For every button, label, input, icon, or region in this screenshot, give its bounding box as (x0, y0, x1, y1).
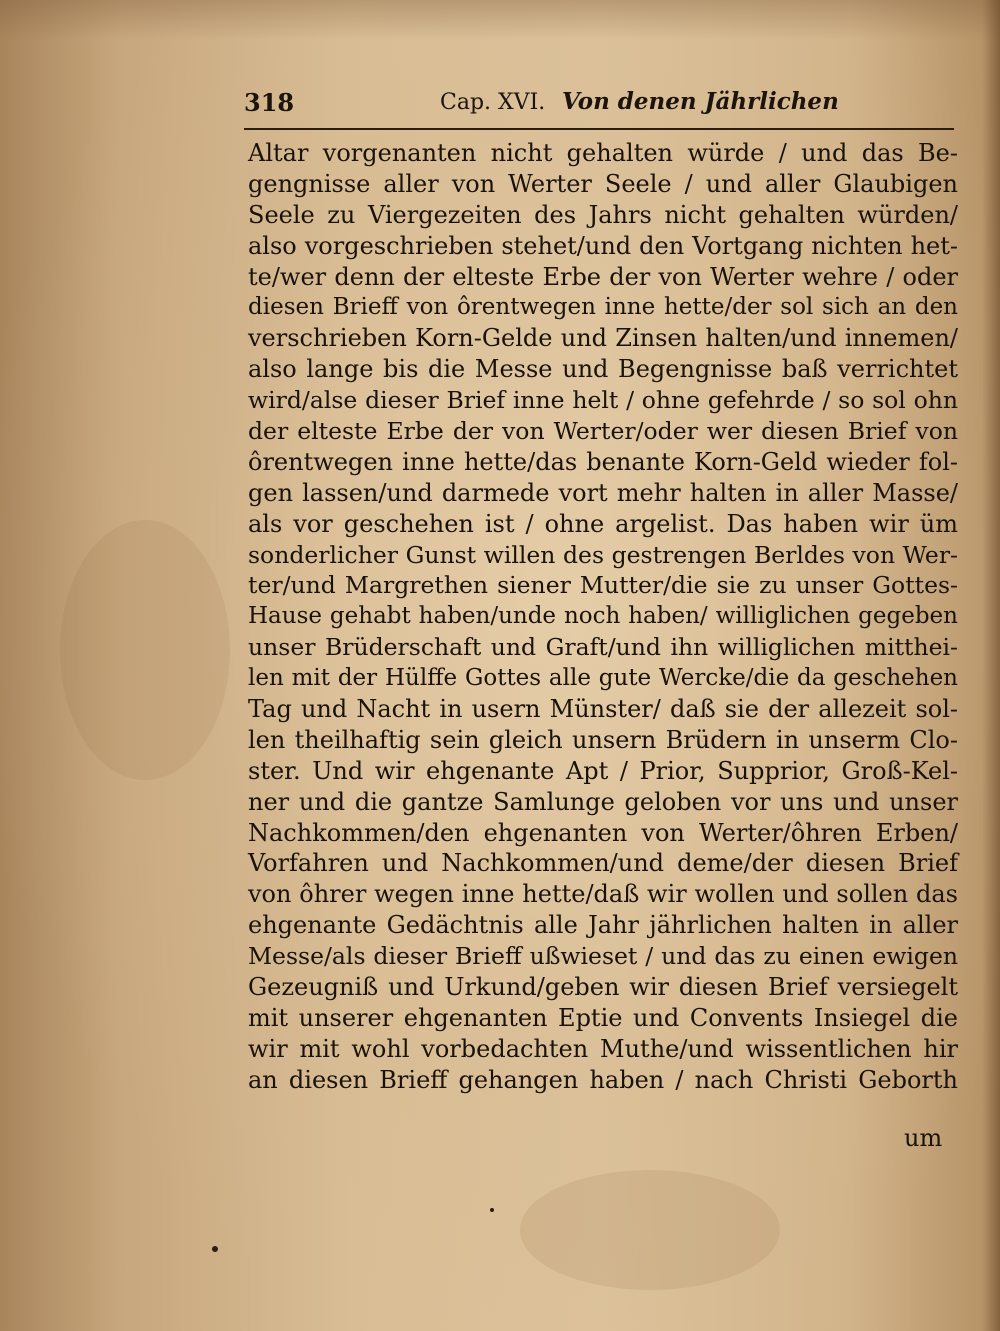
body-text (248, 138, 962, 1096)
header-rule (244, 128, 954, 130)
text-line: ôrentwegen inne hette/das benante Korn-Geld wieder fol- (248, 447, 958, 476)
running-title: Von denen Jährlichen (562, 88, 839, 115)
text-line: Seele zu Viergezeiten des Jahrs nicht gehalten würden/ (248, 200, 958, 229)
text-line: also lange bis die Messe und Begengnisse baß verrichtet (248, 355, 958, 384)
text-line: Nachkommen/den ehgenanten von Werter/ôhren Erben/ (248, 818, 958, 847)
text-line: gen lassen/und darmede vort mehr halten in aller Masse/ (248, 478, 958, 507)
text-line: Gezeugniß und Urkund/geben wir diesen Brief versiegelt (248, 973, 958, 1002)
text-line: sonderlicher Gunst willen des gestrengen Berldes von Wer- (248, 540, 958, 569)
ink-speck (490, 1208, 494, 1212)
text-line: unser Brüderschaft und Graft/und ihn williglichen mitthei- (248, 633, 958, 662)
text-line: Vorfahren und Nachkommen/und deme/der diesen Brief (248, 849, 958, 878)
text-line: wird/alse dieser Brief inne helt / ohne gefehrde / so sol ohn (248, 386, 958, 415)
text-line: te/wer denn der elteste Erbe der von Werter wehre / oder (248, 262, 958, 291)
text-line: diesen Brieff von ôrentwegen inne hette/der sol sich an den (248, 294, 958, 321)
page-right-edge (982, 0, 1000, 1331)
text-line: von ôhrer wegen inne hette/daß wir wollen und sollen das (248, 880, 958, 909)
text-line: ster. Und wir ehgenante Apt / Prior, Supprior, Groß-Kel- (248, 756, 958, 785)
text-line: verschrieben Korn-Gelde und Zinsen halten/und innemen/ (248, 324, 958, 353)
text-line: an diesen Brieff gehangen haben / nach Christi Geborth (248, 1065, 958, 1094)
text-line: ter/und Margrethen siener Mutter/die sie zu unser Gottes- (248, 571, 958, 600)
text-line: len mit der Hülffe Gottes alle gute Wercke/die da geschehen (248, 665, 958, 692)
text-line: Tag und Nacht in usern Münster/ daß sie der allezeit sol- (248, 695, 958, 724)
text-line: als vor geschehen ist / ohne argelist. Das haben wir üm (248, 509, 958, 538)
text-line: also vorgeschrieben stehet/und den Vortgang nichten het- (248, 231, 958, 260)
text-line: ner und die gantze Samlunge geloben vor uns und unser (248, 787, 958, 816)
text-line: Hause gehabt haben/unde noch haben/ williglichen gegeben (248, 603, 958, 630)
text-line: wir mit wohl vorbedachten Muthe/und wissentlichen hir (248, 1034, 958, 1063)
page-header (244, 82, 960, 122)
text-line: Messe/als dieser Brieff ußwieset / und das zu einen ewigen (248, 942, 958, 971)
chapter-label: Cap. XVI. (440, 90, 546, 115)
page-top-shadow (0, 0, 1000, 40)
text-line: gengnisse aller von Werter Seele / und aller Glaubigen (248, 169, 958, 198)
ink-speck (212, 1246, 218, 1252)
catchword: um (904, 1124, 943, 1152)
text-line: mit unserer ehgenanten Eptie und Convents Insiegel die (248, 1003, 958, 1032)
text-line: len theilhaftig sein gleich unsern Brüdern in unserm Clo- (248, 725, 958, 754)
text-line: ehgenante Gedächtnis alle Jahr jährlichen halten in aller (248, 911, 958, 940)
text-line: der elteste Erbe der von Werter/oder wer diesen Brief von (248, 417, 958, 446)
paper-stain (520, 1170, 780, 1290)
page-number: 318 (244, 88, 295, 117)
paper-stain (60, 520, 230, 780)
text-line: Altar vorgenanten nicht gehalten würde / und das Be- (248, 139, 958, 167)
